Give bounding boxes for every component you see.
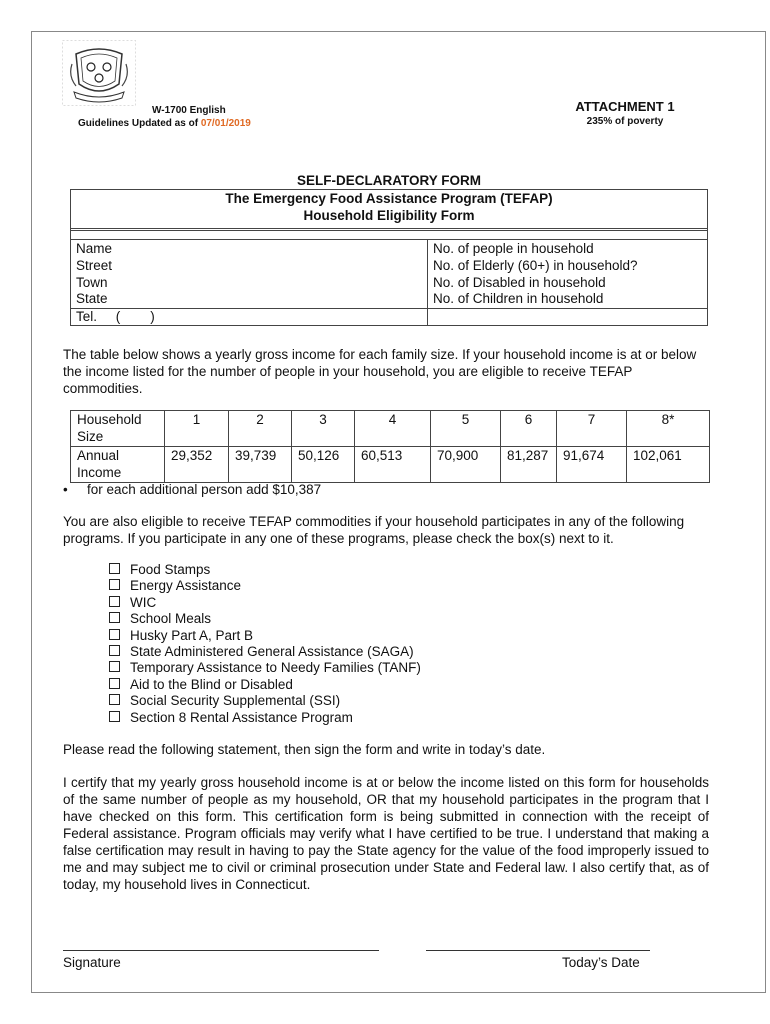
form-id: W-1700 English xyxy=(152,105,226,116)
elderly-count-field[interactable]: No. of Elderly (60+) in household? xyxy=(433,257,638,273)
town-field[interactable]: Town xyxy=(76,274,108,290)
program-item xyxy=(109,611,421,627)
guidelines-date: 07/01/2019 xyxy=(200,118,251,129)
size-cell: 5 xyxy=(431,411,501,447)
size-cell: 3 xyxy=(292,411,355,447)
program-item xyxy=(109,578,421,594)
date-line[interactable] xyxy=(426,950,650,951)
empty-cell[interactable] xyxy=(428,309,708,326)
attachment-label: ATTACHMENT 1 xyxy=(575,99,675,114)
program-item xyxy=(109,644,421,660)
checkbox[interactable] xyxy=(109,661,120,672)
checkbox[interactable] xyxy=(109,579,120,590)
spacer-cell xyxy=(71,229,708,240)
income-cell: 29,352 xyxy=(165,447,229,483)
date-label: Today’s Date xyxy=(562,955,640,970)
program-checklist xyxy=(109,562,421,726)
size-cell: 1 xyxy=(165,411,229,447)
name-field[interactable]: Name xyxy=(76,241,113,256)
checkbox[interactable] xyxy=(109,612,120,623)
info-left-cell xyxy=(71,240,428,309)
income-cell: 39,739 xyxy=(229,447,292,483)
children-count-field[interactable]: No. of Children in household xyxy=(433,291,604,307)
checkbox[interactable] xyxy=(109,563,120,574)
programs-intro-text: You are also eligible to receive TEFAP commodities if your household participates in any of the following programs. If you participate in any one of these programs, please check the box(s) next to it. xyxy=(63,514,685,546)
program-item xyxy=(109,677,421,693)
income-cell: 60,513 xyxy=(355,447,431,483)
program-item xyxy=(109,660,421,676)
form-header-right xyxy=(560,99,690,128)
form-subtitle: Household Eligibility Form xyxy=(303,208,475,223)
income-intro-text: The table below shows a yearly gross income for each family size. If your household income is at or below the income listed for the number of people in your household, you are eligible to receive TEFAP commodities. xyxy=(63,347,697,396)
form-header-left xyxy=(78,104,251,130)
income-cell: 102,061 xyxy=(627,447,710,483)
state-seal-icon xyxy=(62,40,136,106)
info-right-cell xyxy=(428,240,708,309)
poverty-level: 235% of poverty xyxy=(586,116,664,127)
size-cell: 8* xyxy=(627,411,710,447)
checkbox[interactable] xyxy=(109,694,120,705)
disabled-count-field[interactable]: No. of Disabled in household xyxy=(433,274,606,290)
program-label: Section 8 Rental Assistance Program xyxy=(130,709,353,725)
guidelines-label: Guidelines Updated as of xyxy=(78,118,201,129)
program-item xyxy=(109,710,421,726)
size-cell: 6 xyxy=(501,411,557,447)
program-item xyxy=(109,628,421,644)
program-label: School Meals xyxy=(130,611,212,627)
program-label: WIC xyxy=(130,594,157,610)
telephone-field[interactable]: Tel. ( ) xyxy=(71,309,428,326)
street-field[interactable]: Street xyxy=(76,257,113,273)
size-cell: 2 xyxy=(229,411,292,447)
size-cell: 7 xyxy=(557,411,627,447)
program-item xyxy=(109,595,421,611)
income-cell: 81,287 xyxy=(501,447,557,483)
signature-line[interactable] xyxy=(63,950,379,951)
signature-label: Signature xyxy=(63,955,121,970)
program-label: Temporary Assistance to Needy Families (TANF) xyxy=(130,660,421,676)
income-table xyxy=(70,410,710,483)
program-label: Social Security Supplemental (SSI) xyxy=(130,693,341,709)
additional-person-text: for each additional person add $10,387 xyxy=(87,482,322,497)
people-count-field[interactable]: No. of people in household xyxy=(433,241,594,256)
checkbox[interactable] xyxy=(109,596,120,607)
income-cell: 50,126 xyxy=(292,447,355,483)
size-cell: 4 xyxy=(355,411,431,447)
form-title: SELF-DECLARATORY FORM xyxy=(297,173,481,188)
income-cell: 70,900 xyxy=(431,447,501,483)
program-label: Aid to the Blind or Disabled xyxy=(130,676,293,692)
checkbox[interactable] xyxy=(109,629,120,640)
program-item xyxy=(109,562,421,578)
state-field[interactable]: State xyxy=(76,291,108,307)
annual-income-label: Annual Income xyxy=(71,447,165,483)
household-size-label: Household Size xyxy=(71,411,165,447)
certification-text: I certify that my yearly gross household income is at or below the income listed on this form for households of the same number of people as my household, OR that my household participates in the program that I have checked on this form. This certification form is being submitted in connection with the receipt of Federal assistance. Program officials may verify what I have certified to be true. I understand that making a false certification may result in having to pay the State agency for the value of the food improperly issued to me and may subject me to civil or criminal prosecution under State and Federal law. I also certify that, as of today, my household lives in Connecticut. xyxy=(63,775,709,892)
title-box xyxy=(70,189,708,231)
read-statement: Please read the following statement, then sign the form and write in today’s date. xyxy=(63,742,546,757)
program-item xyxy=(109,693,421,709)
checkbox[interactable] xyxy=(109,678,120,689)
program-label: Food Stamps xyxy=(130,562,211,577)
bullet-icon: • xyxy=(63,482,68,497)
checkbox[interactable] xyxy=(109,711,120,722)
program-label: Husky Part A, Part B xyxy=(130,627,254,643)
program-label: State Administered General Assistance (SAGA) xyxy=(130,643,414,659)
checkbox[interactable] xyxy=(109,645,120,656)
additional-person-note xyxy=(63,481,321,498)
program-title: The Emergency Food Assistance Program (TEFAP) xyxy=(225,191,553,206)
income-cell: 91,674 xyxy=(557,447,627,483)
household-info-table xyxy=(70,228,708,326)
program-label: Energy Assistance xyxy=(130,578,242,594)
